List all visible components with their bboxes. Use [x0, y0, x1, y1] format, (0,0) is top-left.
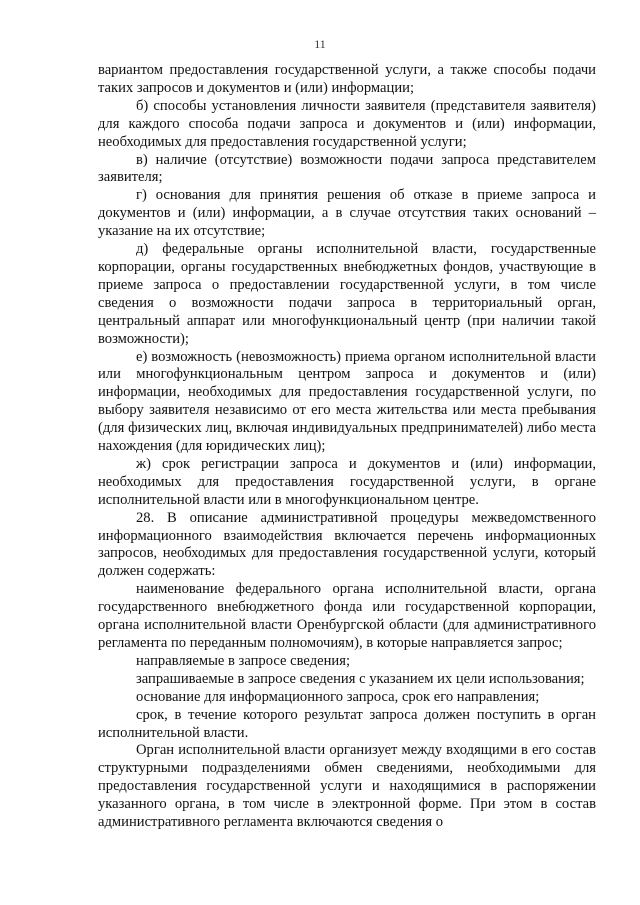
paragraph: ж) срок регистрации запроса и документов и (или) информации, необходимых для предоставления государственной услуги, в органе исполнительной власти или в многофункциональном центре.	[98, 455, 596, 508]
paragraph: 28. В описание административной процедуры межведомственного информационного взаимодействия включается перечень информационных запросов, необходимых для предоставления государственной услуги, который должен содержать:	[98, 509, 596, 580]
paragraph: запрашиваемые в запросе сведения с указанием их цели использования;	[136, 670, 585, 687]
paragraph: д) федеральные органы исполнительной власти, государственные корпорации, органы государственных внебюджетных фондов, участвующие в приеме запроса о предоставлении государственной услуги, в том числе сведения о возможности подачи запроса в территориальный орган, центральный аппарат или многофункциональный центр (при наличии такой возможности);	[98, 241, 596, 347]
document-body	[98, 62, 596, 832]
paragraph: Орган исполнительной власти организует между входящими в его состав структурными подразделениями обмен сведениями, необходимыми для предоставления государственной услуги и находящимися в распоряжении указанного органа, в том числе в электронной форме. При этом в состав административного регламента включаются сведения о	[98, 742, 596, 831]
page-number: 11	[314, 37, 326, 51]
paragraph: б) способы установления личности заявителя (представителя заявителя) для каждого способа подачи запроса и документов и (или) информации, необходимых для предоставления государственной услуги;	[98, 97, 596, 150]
paragraph: основание для информационного запроса, срок его направления;	[136, 688, 540, 705]
paragraph: вариантом предоставления государственной услуги, а также способы подачи таких запросов и документов и (или) информации;	[98, 62, 596, 96]
paragraph: направляемые в запросе сведения;	[136, 652, 351, 669]
paragraph: срок, в течение которого результат запроса должен поступить в орган исполнительной власти.	[98, 706, 596, 741]
paragraph: наименование федерального органа исполнительной власти, органа государственного внебюджетного фонда или государственной корпорации, органа исполнительной власти Оренбургской области (для административного регламента по переданным полномочиям), в которые направляется запрос;	[98, 581, 596, 651]
paragraph: г) основания для принятия решения об отказе в приеме запроса и документов и (или) информации, а в случае отсутствия таких оснований – указание на их отсутствие;	[98, 187, 596, 240]
paragraph: е) возможность (невозможность) приема органом исполнительной власти или многофункциональным центром запроса и документов и (или) информации, необходимых для предоставления государственной услуги, по выбору заявителя независимо от его места жительства или места пребывания (для физических лиц, включая индивидуальных предпринимателей) либо места нахождения (для юридических лиц);	[98, 348, 596, 455]
paragraph: в) наличие (отсутствие) возможности подачи запроса представителем заявителя;	[98, 151, 596, 186]
